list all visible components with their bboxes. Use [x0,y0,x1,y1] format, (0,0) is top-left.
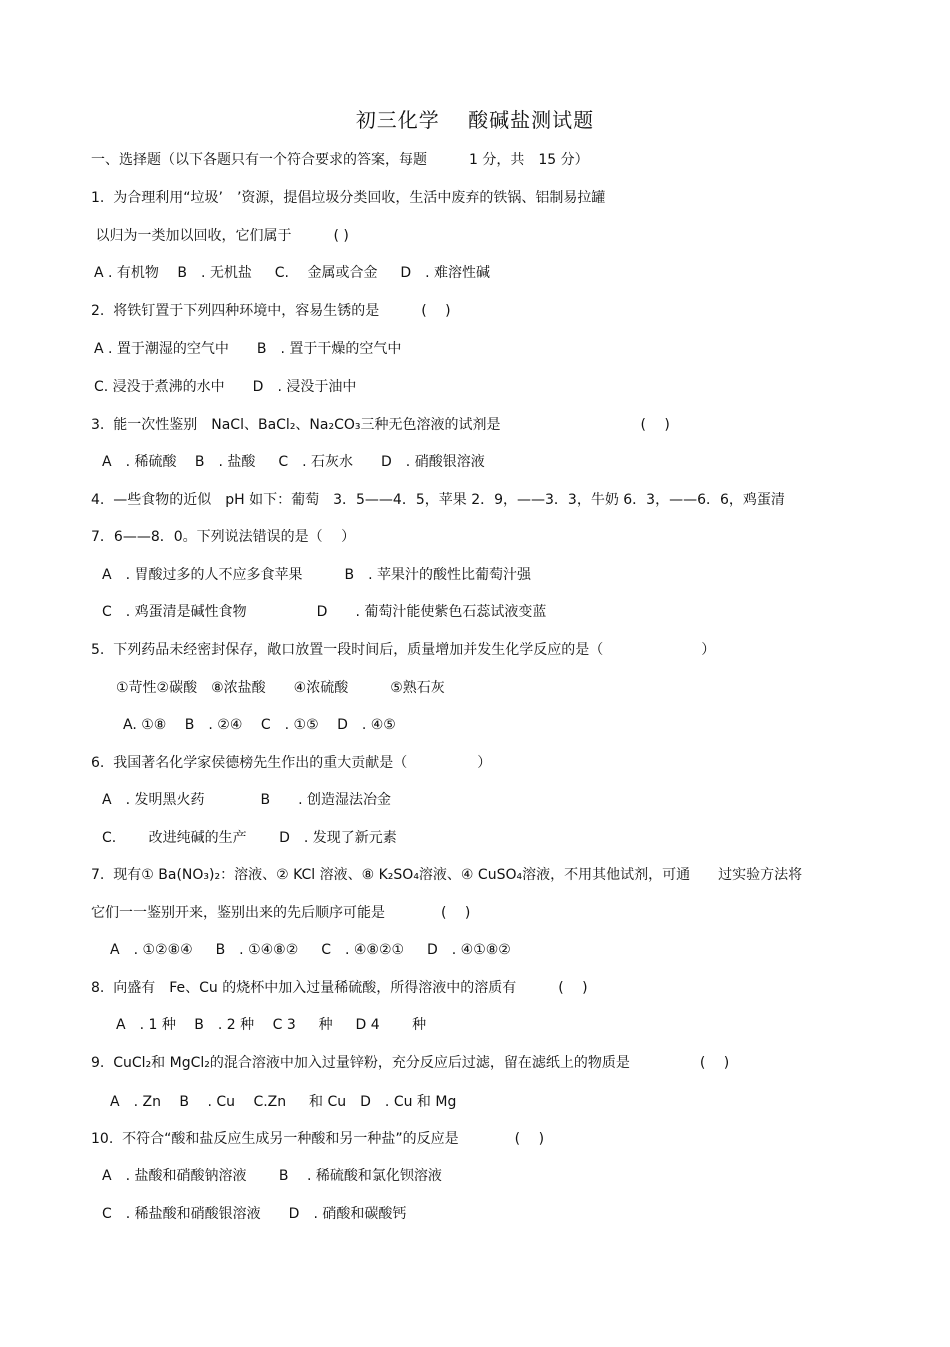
question-7-stem-line-1: 7. 现有① Ba(NO₃)₂：溶液、② KCl 溶液、⑧ K₂SO₄溶液、④ CuSO₄溶液，不用其他试剂，可通 过实验方法将 [91,867,803,883]
question-1-options: A . 有机物 B . 无机盐 C. 金属或合金 D . 难溶性碱 [94,265,491,281]
question-4-stem-line-1: 4. —些食物的近似 pH 如下：葡萄 3．5——4．5，苹果 2．9，——3．3，牛奶 6．3，——6．6，鸡蛋清 [91,492,785,508]
question-5-options: A. ①⑧ B . ②④ C . ①⑤ D . ④⑤ [123,717,396,733]
question-3-stem: 3. 能一次性鉴别 NaCl、BaCl₂、Na₂CO₃三种无色溶液的试剂是 ( ) [91,417,670,433]
page-title: 初三化学 酸碱盐测试题 [355,108,595,132]
question-7-options: A . ①②⑧④ B . ①④⑧② C . ④⑧②① D . ④①⑧② [110,942,511,958]
question-10-options-line-1: A . 盐酸和硝酸钠溶液 B . 稀硫酸和氯化钡溶液 [102,1168,442,1184]
question-6-options-line-2: C. 改进纯碱的生产 D . 发现了新元素 [102,830,397,846]
question-1-stem-line-1: 1. 为合理利用“垃圾’ ’资源，提倡垃圾分类回收，生活中废弃的铁锅、铝制易拉罐 [91,190,606,206]
question-10-options-line-2: C . 稀盐酸和硝酸银溶液 D . 硝酸和碳酸钙 [102,1206,407,1222]
question-2-options-line-2: C. 浸没于煮沸的水中 D . 浸没于油中 [94,379,357,395]
question-4-stem-line-2: 7．6——8．0。下列说法错误的是（ ） [91,529,356,545]
section-heading: 一、选择题（以下各题只有一个符合要求的答案，每题 1 分，共 15 分） [91,152,589,168]
question-6-options-line-1: A . 发明黑火药 B . 创造湿法冶金 [102,792,391,808]
question-2-stem: 2. 将铁钉置于下列四种环境中，容易生锈的是 ( ) [91,303,451,319]
question-1-stem-line-2: 以归为一类加以回收，它们属于 ( ) [91,228,349,244]
question-7-stem-line-2: 它们一一鉴别开来，鉴别出来的先后顺序可能是 ( ) [91,905,471,921]
question-4-options-line-2: C . 鸡蛋清是碱性食物 D . 葡萄汁能使紫色石蕊试液变蓝 [102,604,547,620]
question-9-stem: 9. CuCl₂和 MgCl₂的混合溶液中加入过量锌粉，充分反应后过滤，留在滤纸上的物质是 ( ) [91,1055,730,1071]
question-5-items: ①苛性②碳酸 ⑧浓盐酸 ④浓硫酸 ⑤熟石灰 [116,680,445,696]
question-8-stem: 8. 向盛有 Fe、Cu 的烧杯中加入过量稀硫酸，所得溶液中的溶质有 ( ) [91,980,588,996]
question-8-options: A . 1 种 B . 2 种 C 3 种 D 4 种 [116,1017,427,1033]
question-4-options-line-1: A . 胃酸过多的人不应多食苹果 B . 苹果汁的酸性比葡萄汁强 [102,567,531,583]
question-5-stem: 5. 下列药品未经密封保存，敞口放置一段时间后，质量增加并发生化学反应的是（ ） [91,642,716,658]
question-9-options: A . Zn B . Cu C.Zn 和 Cu D . Cu 和 Mg [110,1094,457,1110]
question-2-options-line-1: A . 置于潮湿的空气中 B . 置于干燥的空气中 [94,341,402,357]
question-10-stem: 10. 不符合“酸和盐反应生成另一种酸和另一种盐”的反应是 ( ) [91,1131,545,1147]
question-3-options: A . 稀硫酸 B . 盐酸 C . 石灰水 D . 硝酸银溶液 [102,454,485,470]
question-6-stem: 6. 我国著名化学家侯德榜先生作出的重大贡献是（ ） [91,755,492,771]
